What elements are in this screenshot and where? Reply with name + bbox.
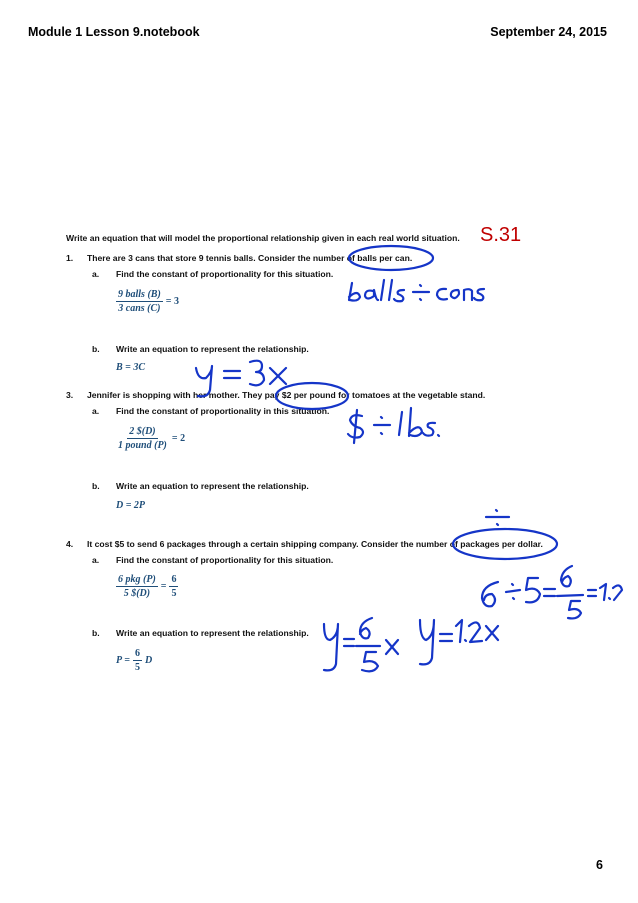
equation-fraction-denominator: 5 xyxy=(134,662,140,673)
result-denominator: 5 xyxy=(171,588,177,599)
problem-3a-text: Find the constant of proportionality in this situation. xyxy=(116,406,330,416)
handwritten-final-equations xyxy=(324,618,498,671)
problem-4b-letter: b. xyxy=(92,628,100,638)
problem-3-text: Jennifer is shopping with her mother. They pay $2 per pound for tomatoes at the vegetable stand. xyxy=(87,390,486,400)
problem-1a-letter: a. xyxy=(92,269,100,279)
equation-lhs: P = xyxy=(116,655,130,666)
problem-1-text: There are 3 cans that store 9 tennis balls. Consider the number of balls per can. xyxy=(87,253,413,263)
fraction-result: = 3 xyxy=(165,296,179,307)
fraction-numerator: 2 $(D) xyxy=(129,426,156,437)
problem-3a-fraction xyxy=(116,426,185,451)
handwritten-balls-per-cans xyxy=(349,280,484,301)
problem-4b-equation xyxy=(116,648,152,673)
fraction-denominator: 1 pound (P) xyxy=(118,440,167,451)
fraction-denominator: 5 $(D) xyxy=(123,588,151,599)
problem-1-number: 1. xyxy=(66,253,74,263)
equation-fraction-numerator: 6 xyxy=(134,648,140,659)
problem-4b-text: Write an equation to represent the relationship. xyxy=(116,628,309,638)
fraction-numerator: 6 pkg (P) xyxy=(118,574,156,585)
notebook-title: Module 1 Lesson 9.notebook xyxy=(28,25,200,39)
problem-1b-letter: b. xyxy=(92,344,100,354)
problem-4-number: 4. xyxy=(66,539,74,549)
problem-3b-letter: b. xyxy=(92,481,100,491)
problem-1a-fraction xyxy=(116,289,179,314)
notebook-date: September 24, 2015 xyxy=(490,25,607,39)
handwritten-divide-sign xyxy=(486,510,509,525)
fraction-denominator: 3 cans (C) xyxy=(118,303,161,314)
instructions: Write an equation that will model the proportional relationship given in each real world situation. xyxy=(66,233,460,243)
handwritten-dollars-per-lbs xyxy=(348,408,439,443)
page-number: 6 xyxy=(596,858,603,872)
problem-3-number: 3. xyxy=(66,390,74,400)
slide-label: S.31 xyxy=(480,224,522,246)
problem-3b-equation: D = 2P xyxy=(116,500,146,511)
problem-4a-fraction xyxy=(116,574,178,599)
handwritten-division-calc xyxy=(482,566,622,618)
problem-4a-letter: a. xyxy=(92,555,100,565)
problem-1b-text: Write an equation to represent the relationship. xyxy=(116,344,309,354)
problem-3a-letter: a. xyxy=(92,406,100,416)
fraction-numerator: 9 balls (B) xyxy=(118,289,161,300)
problem-4-text: It cost $5 to send 6 packages through a certain shipping company. Consider the number of packages per dollar. xyxy=(87,539,543,549)
problem-3b-text: Write an equation to represent the relationship. xyxy=(116,481,309,491)
fraction-equals: = xyxy=(160,581,167,592)
problem-1b-equation: B = 3C xyxy=(116,362,146,373)
result-numerator: 6 xyxy=(171,574,177,585)
equation-rhs: D xyxy=(144,655,153,666)
problem-1a-text: Find the constant of proportionality for this situation. xyxy=(116,269,334,279)
problem-4a-text: Find the constant of proportionality for this situation. xyxy=(116,555,334,565)
fraction-result: = 2 xyxy=(171,433,186,444)
